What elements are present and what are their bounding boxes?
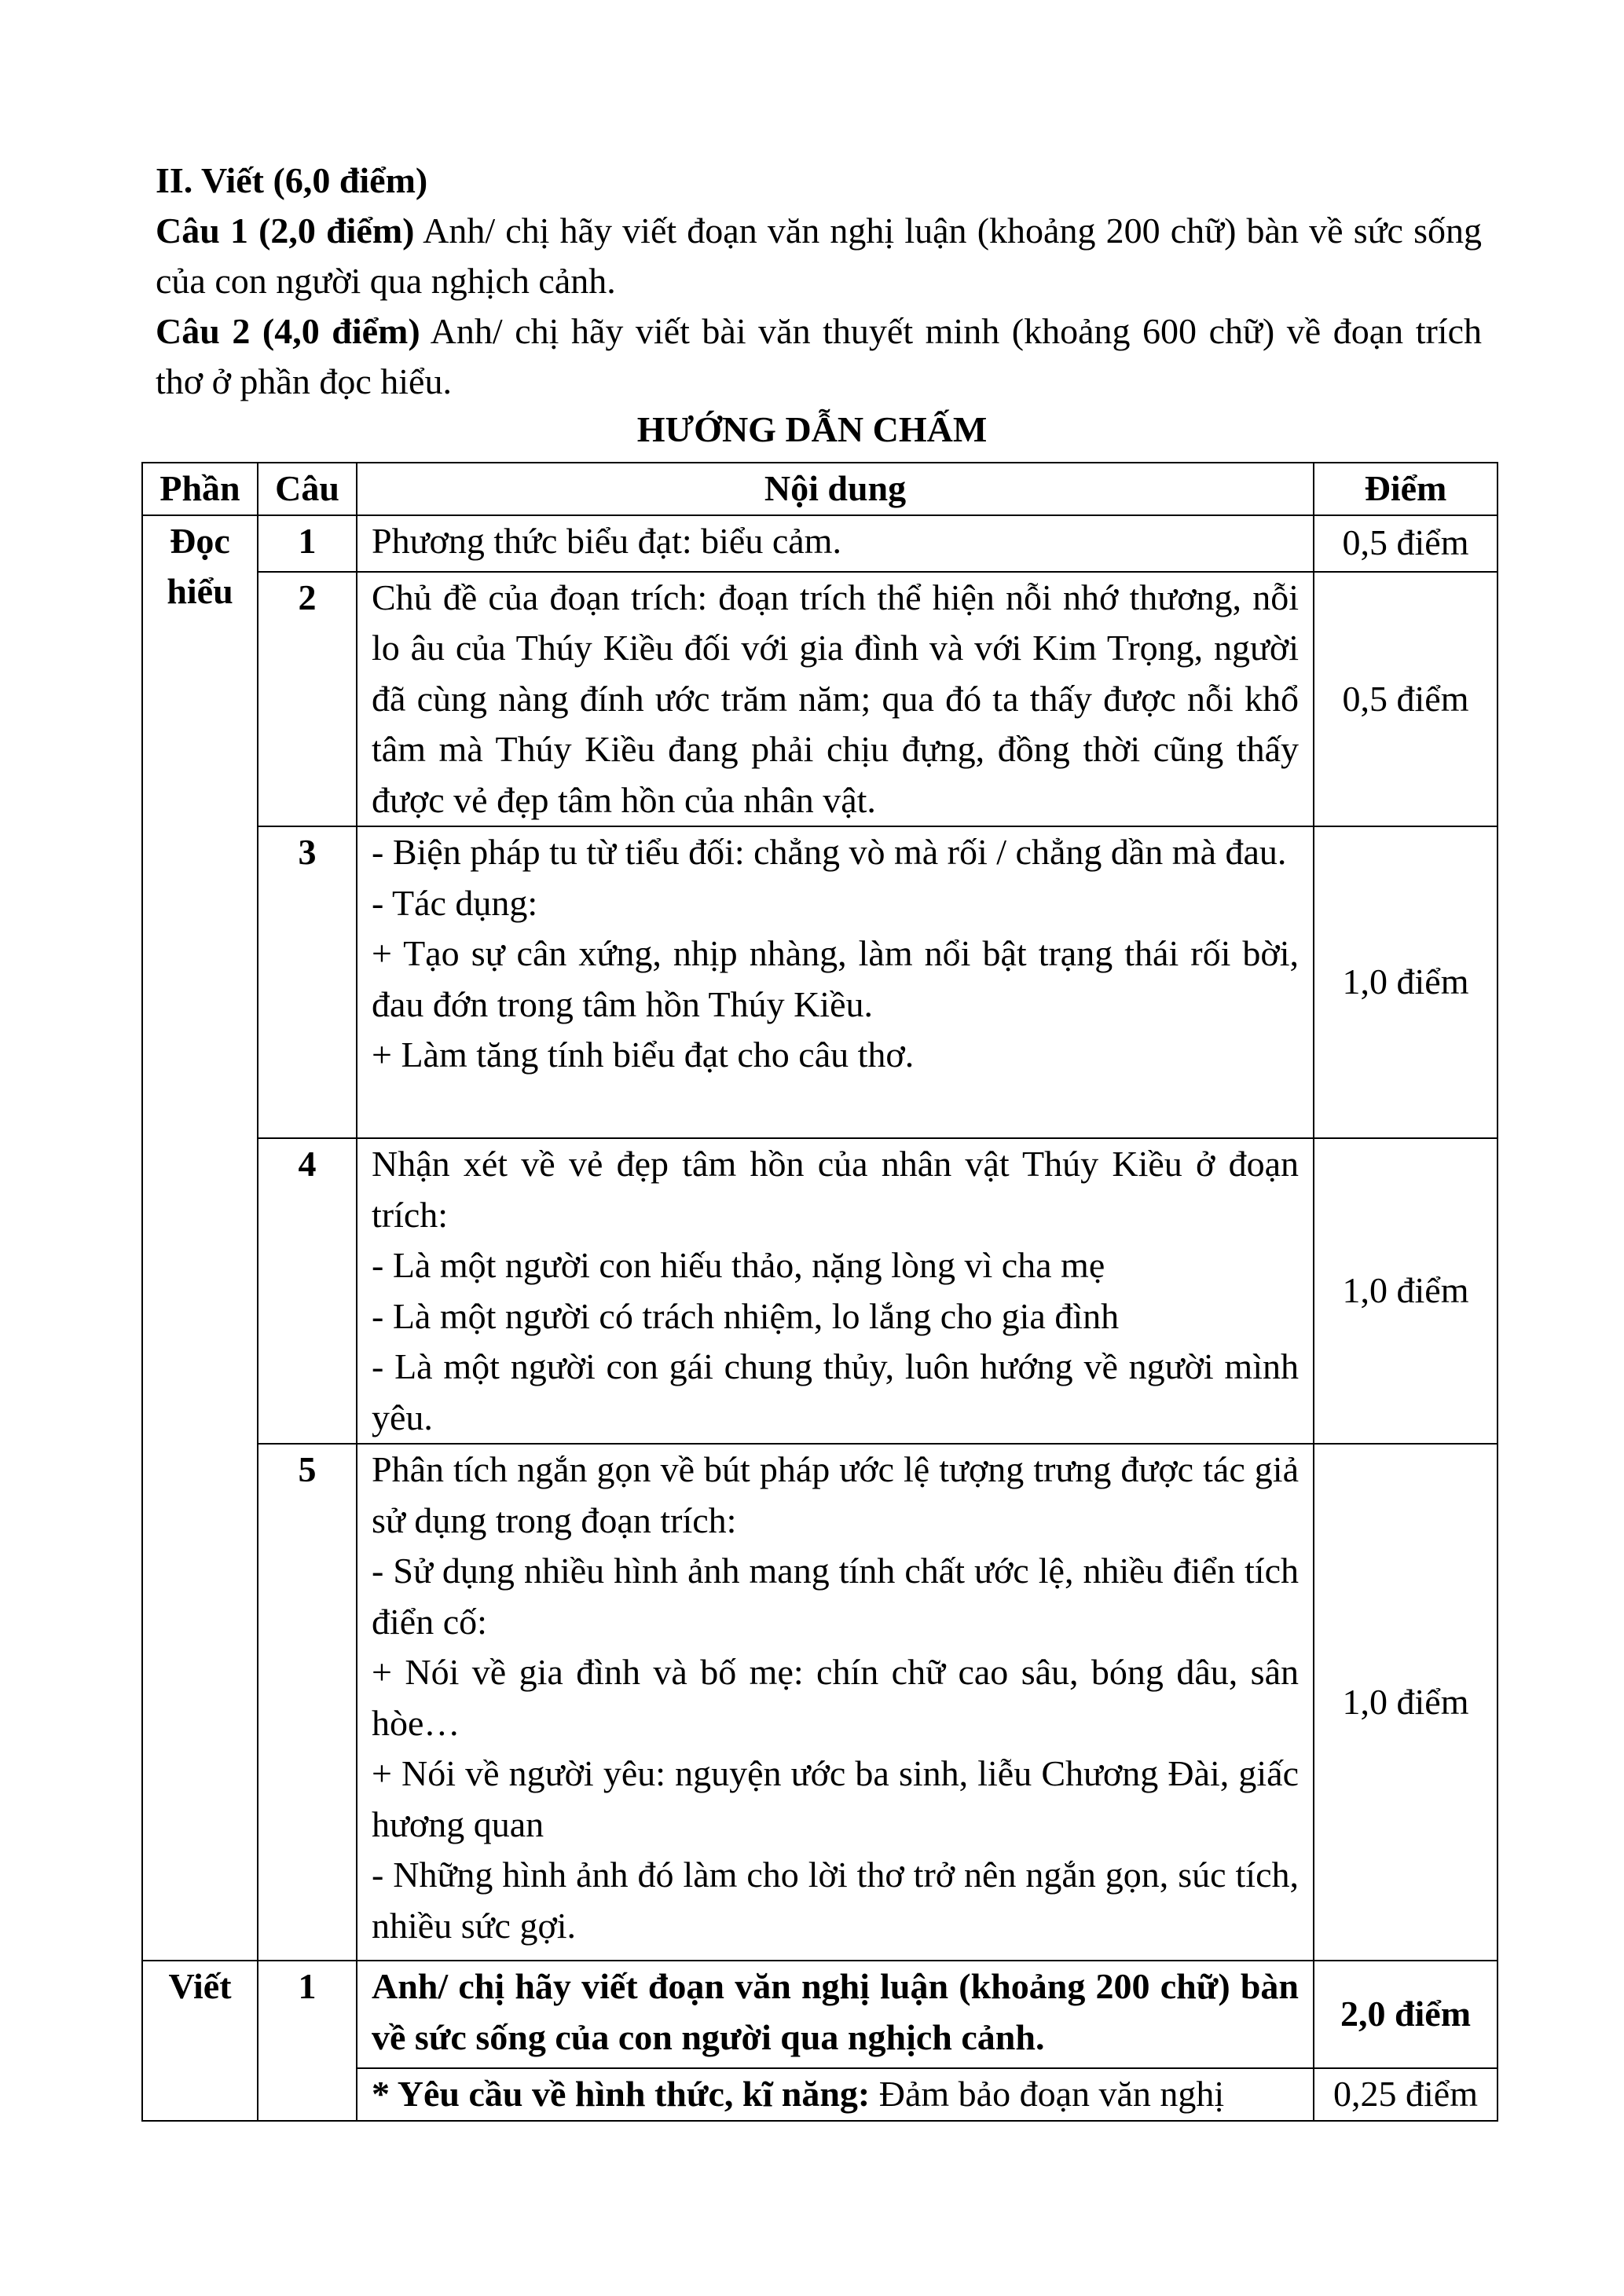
header-score: Điểm xyxy=(1314,463,1498,515)
content-line: - Những hình ảnh đó làm cho lời thơ trở nên ngắn gọn, súc tích, nhiều sức gợi. xyxy=(372,1855,1299,1946)
question-label: Câu 1 (2,0 điểm) xyxy=(156,211,415,251)
content-cell xyxy=(357,1138,1314,1444)
content-line: - Sử dụng nhiều hình ảnh mang tính chất ước lệ, nhiều điển tích điển cố: xyxy=(372,1551,1299,1642)
table-row xyxy=(142,1961,1498,2068)
part-cell: Viết xyxy=(142,1961,258,2121)
content-cell xyxy=(357,572,1314,827)
header-part: Phần xyxy=(142,463,258,515)
content-cell: Anh/ chị hãy viết đoạn văn nghị luận (khoảng 200 chữ) bàn về sức sống của con người qua nghịch cảnh. xyxy=(357,1961,1314,2068)
table-header xyxy=(142,463,1498,515)
score-cell: 1,0 điểm xyxy=(1314,826,1498,1138)
question-text: Anh/ chị hãy viết bài văn thuyết minh (khoảng 600 chữ) về đoạn trích thơ ở phần đọc hiểu. xyxy=(156,311,1482,401)
content-line: - Là một người con hiếu thảo, nặng lòng vì cha mẹ xyxy=(372,1245,1105,1285)
content-line: - Biện pháp tu từ tiểu đối: chẳng vò mà rối / chẳng dần mà đau. xyxy=(372,832,1287,872)
content-line: + Nói về gia đình và bố mẹ: chín chữ cao sâu, bóng dâu, sân hòe… xyxy=(372,1652,1299,1743)
table-row xyxy=(142,1138,1498,1444)
question-number: 1 xyxy=(258,1961,357,2121)
content-line: Phương thức biểu đạt: biểu cảm. xyxy=(372,520,841,561)
question-1 xyxy=(156,206,1482,306)
header-content: Nội dung xyxy=(357,463,1314,515)
content-cell xyxy=(357,826,1314,1138)
section-heading: II. Viết (6,0 điểm) xyxy=(156,160,428,200)
grading-table xyxy=(141,462,1498,2122)
score-cell: 0,5 điểm xyxy=(1314,572,1498,827)
table-row xyxy=(142,1444,1498,1961)
table-row xyxy=(142,515,1498,572)
question-2 xyxy=(156,306,1482,407)
question-number: 4 xyxy=(258,1138,357,1444)
requirement-label: * Yêu cầu về hình thức, kĩ năng: xyxy=(372,2074,871,2114)
score-cell: 2,0 điểm xyxy=(1314,1961,1498,2068)
content-line: - Là một người con gái chung thủy, luôn hướng về người mình yêu. xyxy=(372,1346,1299,1437)
question-number: 2 xyxy=(258,572,357,827)
question-text: Anh/ chị hãy viết đoạn văn nghị luận (khoảng 200 chữ) bàn về sức sống của con người qua nghịch cảnh. xyxy=(156,211,1482,301)
content-line: + Tạo sự cân xứng, nhịp nhàng, làm nổi bật trạng thái rối bời, đau đớn trong tâm hồn Thúy Kiều. xyxy=(372,933,1299,1024)
content-line: + Làm tăng tính biểu đạt cho câu thơ. xyxy=(372,1034,915,1075)
score-cell: 1,0 điểm xyxy=(1314,1138,1498,1444)
question-number: 3 xyxy=(258,826,357,1138)
score-cell: 0,5 điểm xyxy=(1314,515,1498,572)
content-line: Phân tích ngắn gọn về bút pháp ước lệ tượng trưng được tác giả sử dụng trong đoạn trích: xyxy=(372,1449,1299,1540)
question-number: 1 xyxy=(258,515,357,572)
content-line: - Là một người có trách nhiệm, lo lắng cho gia đình xyxy=(372,1295,1120,1336)
score-cell: 0,25 điểm xyxy=(1314,2068,1498,2121)
part-cell: Đọc hiểu xyxy=(142,515,258,1961)
table-row xyxy=(142,572,1498,827)
guide-title: HƯỚNG DẪN CHẤM xyxy=(636,409,988,449)
header-question: Câu xyxy=(258,463,357,515)
question-number: 5 xyxy=(258,1444,357,1961)
content-cell xyxy=(357,515,1314,572)
content-line: Nhận xét về vẻ đẹp tâm hồn của nhân vật Thúy Kiều ở đoạn trích: xyxy=(372,1144,1299,1235)
score-cell: 1,0 điểm xyxy=(1314,1444,1498,1961)
writing-section xyxy=(156,156,1482,407)
requirement-text: Đảm bảo đoạn văn nghị xyxy=(870,2074,1225,2114)
content-line: Chủ đề của đoạn trích: đoạn trích thể hiện nỗi nhớ thương, nỗi lo âu của Thúy Kiều đối với gia đình và với Kim Trọng, người đã cùng nàng đính ước trăm năm; qua đó ta thấy được nỗi khổ tâm mà Thúy Kiều đang phải chịu đựng, đồng thời cũng thấy được vẻ đẹp tâm hồn của nhân vật. xyxy=(372,577,1299,820)
table-row xyxy=(142,826,1498,1138)
content-cell xyxy=(357,2068,1314,2121)
content-line: - Tác dụng: xyxy=(372,882,538,923)
content-cell xyxy=(357,1444,1314,1961)
content-line: + Nói về người yêu: nguyện ước ba sinh, liễu Chương Đài, giấc hương quan xyxy=(372,1753,1299,1844)
question-label: Câu 2 (4,0 điểm) xyxy=(156,311,420,351)
